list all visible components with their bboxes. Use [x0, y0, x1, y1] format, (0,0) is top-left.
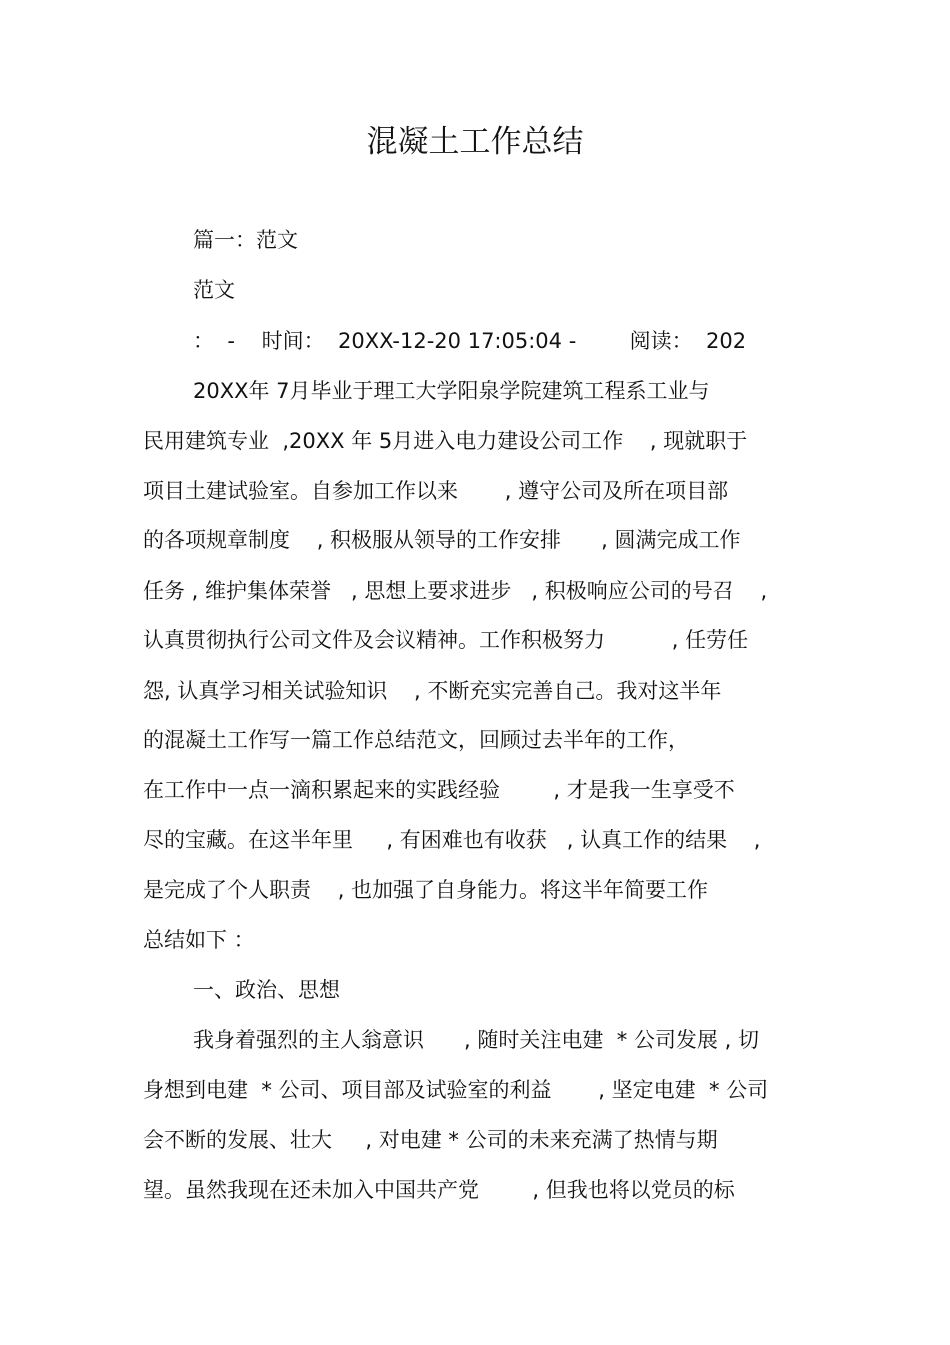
meta-line: ： - 时间： 20XX-12-20 17:05:04 - 阅读： 202: [193, 329, 747, 353]
paragraph-line: 望。虽然我现在还未加入中国共产党 , 但我也将以党员的标: [143, 1178, 735, 1202]
paragraph-line: 我身着强烈的主人翁意识 , 随时关注电建 * 公司发展 , 切: [193, 1028, 759, 1052]
section-heading-pian-yi: 篇一：范文: [193, 228, 298, 252]
paragraph-line: 在工作中一点一滴积累起来的实践经验 , 才是我一生享受不: [143, 778, 735, 802]
paragraph-line: 认真贯彻执行公司文件及会议精神。工作积极努力 , 任劳任: [143, 628, 749, 652]
paragraph-line: 民用建筑专业 ,20XX 年 5月进入电力建设公司工作 , 现就职于: [143, 429, 748, 453]
paragraph-line: 的混凝土工作写一篇工作总结范文，回顾过去半年的工作，: [143, 728, 689, 752]
paragraph-line: 总结如下 ：: [143, 928, 255, 952]
section-heading-politics: 一、政治、思想: [193, 978, 340, 1002]
paragraph-line: 项目土建试验室。自参加工作以来 , 遵守公司及所在项目部: [143, 479, 729, 503]
paragraph-line: 身想到电建 * 公司、项目部及试验室的利益 , 坚定电建 * 公司: [143, 1078, 769, 1102]
subheading-fanwen: 范文: [193, 278, 235, 302]
paragraph-line: 是完成了个人职责 , 也加强了自身能力。将这半年简要工作: [143, 878, 709, 902]
paragraph-line: 怨, 认真学习相关试验知识 , 不断充实完善自己。我对这半年: [143, 679, 722, 703]
paragraph-line: 尽的宝藏。在这半年里 , 有困难也有收获 , 认真工作的结果 ,: [143, 828, 761, 852]
paragraph-line: 20XX年 7月毕业于理工大学阳泉学院建筑工程系工业与: [193, 379, 710, 403]
document-title: 混凝土工作总结: [366, 124, 584, 160]
paragraph-line: 会不断的发展、壮大 , 对电建 * 公司的未来充满了热情与期: [143, 1128, 718, 1152]
paragraph-line: 的各项规章制度 , 积极服从领导的工作安排 , 圆满完成工作: [143, 528, 741, 552]
paragraph-line: 任务 , 维护集体荣誉 , 思想上要求进步 , 积极响应公司的号召 ,: [143, 579, 768, 603]
